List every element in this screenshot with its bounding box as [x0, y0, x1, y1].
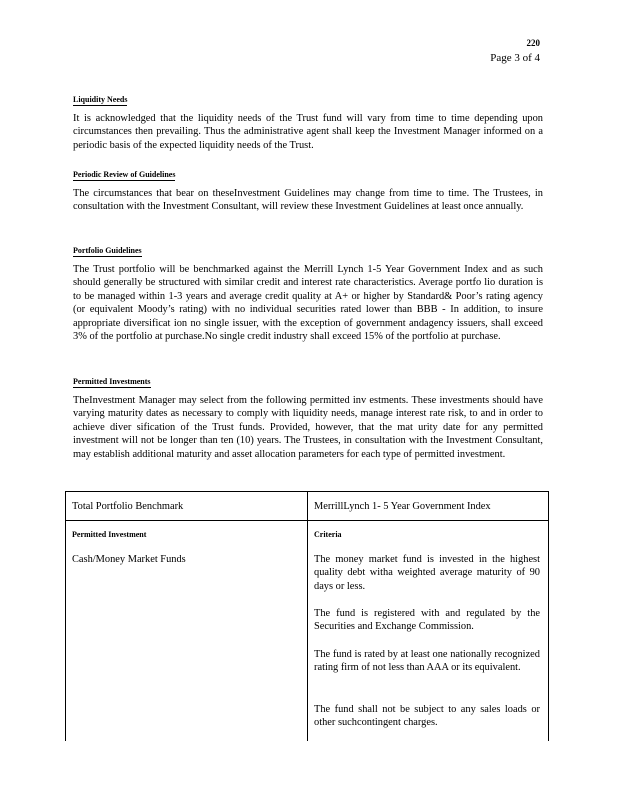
investment-table — [65, 491, 549, 741]
page-indicator: Page 3 of 4 — [490, 52, 540, 64]
benchmark-label: Total Portfolio Benchmark — [72, 501, 184, 512]
investment-type: Cash/Money Market Funds — [72, 554, 186, 565]
table-border-left — [65, 492, 66, 741]
heading-periodic-review: Periodic Review of Guidelines — [73, 170, 176, 179]
heading-permitted-investments: Permitted Investments — [73, 377, 151, 386]
column-header-criteria: Criteria — [314, 530, 342, 539]
document-number: 220 — [526, 38, 540, 48]
paragraph-permitted-investments: TheInvestment Manager may select from the following permitted inv estments. These investments should have varying maturity dates as necessary to comply with liquidity needs, manage interest rate risk, to and in order to achieve diver sification of the Trust funds. Provided, however, that the mat urity date for any permitted investment will not be longer than ten (10) years. The Trustees, in consultation with the Investment Consultant, may establish additional maturity and asset allocation parameters for each type of permitted investment. — [73, 395, 543, 460]
table-row-separator — [65, 520, 549, 521]
paragraph-liquidity-needs: It is acknowledged that the liquidity needs of the Trust fund will vary from time to time depending upon circumstances then prevailing. Thus the administrative agent shall keep the Investment Manager informed on a periodic basis of the expected liquidity needs of the Trust. — [73, 113, 543, 151]
table-border-right — [548, 492, 549, 741]
column-header-investment: Permitted Investment — [72, 530, 147, 539]
benchmark-value: MerrillLynch 1- 5 Year Government Index — [314, 501, 491, 512]
heading-liquidity-needs: Liquidity Needs — [73, 95, 128, 104]
criteria-item: The fund shall not be subject to any sales loads or other suchcontingent charges. — [314, 704, 540, 729]
paragraph-periodic-review: The circumstances that bear on theseInvestment Guidelines may change from time to time. The Trustees, in consultation with the Investment Consultant, will review these Investment Guidelines at least once annually. — [73, 188, 543, 213]
table-divider — [307, 492, 308, 741]
paragraph-portfolio-guidelines: The Trust portfolio will be benchmarked against the Merrill Lynch 1-5 Year Government Index and as such should generally be structured with similar credit and interest rate characteristics. Average portfo lio duration is to be managed within 1-3 years and average credit quality at A+ or higher by Standard& Poor’s rating agency (or equivalent Moody’s rating) with no individual securities rated lower than BBB - In addition, to insure appropriate diversificat ion no single issuer, with the exception of government andagency issuers, shall exceed 3% of the portfolio at purchase.No single credit industry shall exceed 15% of the portfolio at purchase. — [73, 264, 543, 343]
criteria-item: The fund is registered with and regulated by the Securities and Exchange Commission. — [314, 608, 540, 633]
criteria-item: The money market fund is invested in the highest quality debt witha weighted average maturity of 90 days or less. — [314, 554, 540, 592]
criteria-item: The fund is rated by at least one nationally recognized rating firm of not less than AAA or its equivalent. — [314, 649, 540, 674]
heading-portfolio-guidelines: Portfolio Guidelines — [73, 246, 142, 255]
